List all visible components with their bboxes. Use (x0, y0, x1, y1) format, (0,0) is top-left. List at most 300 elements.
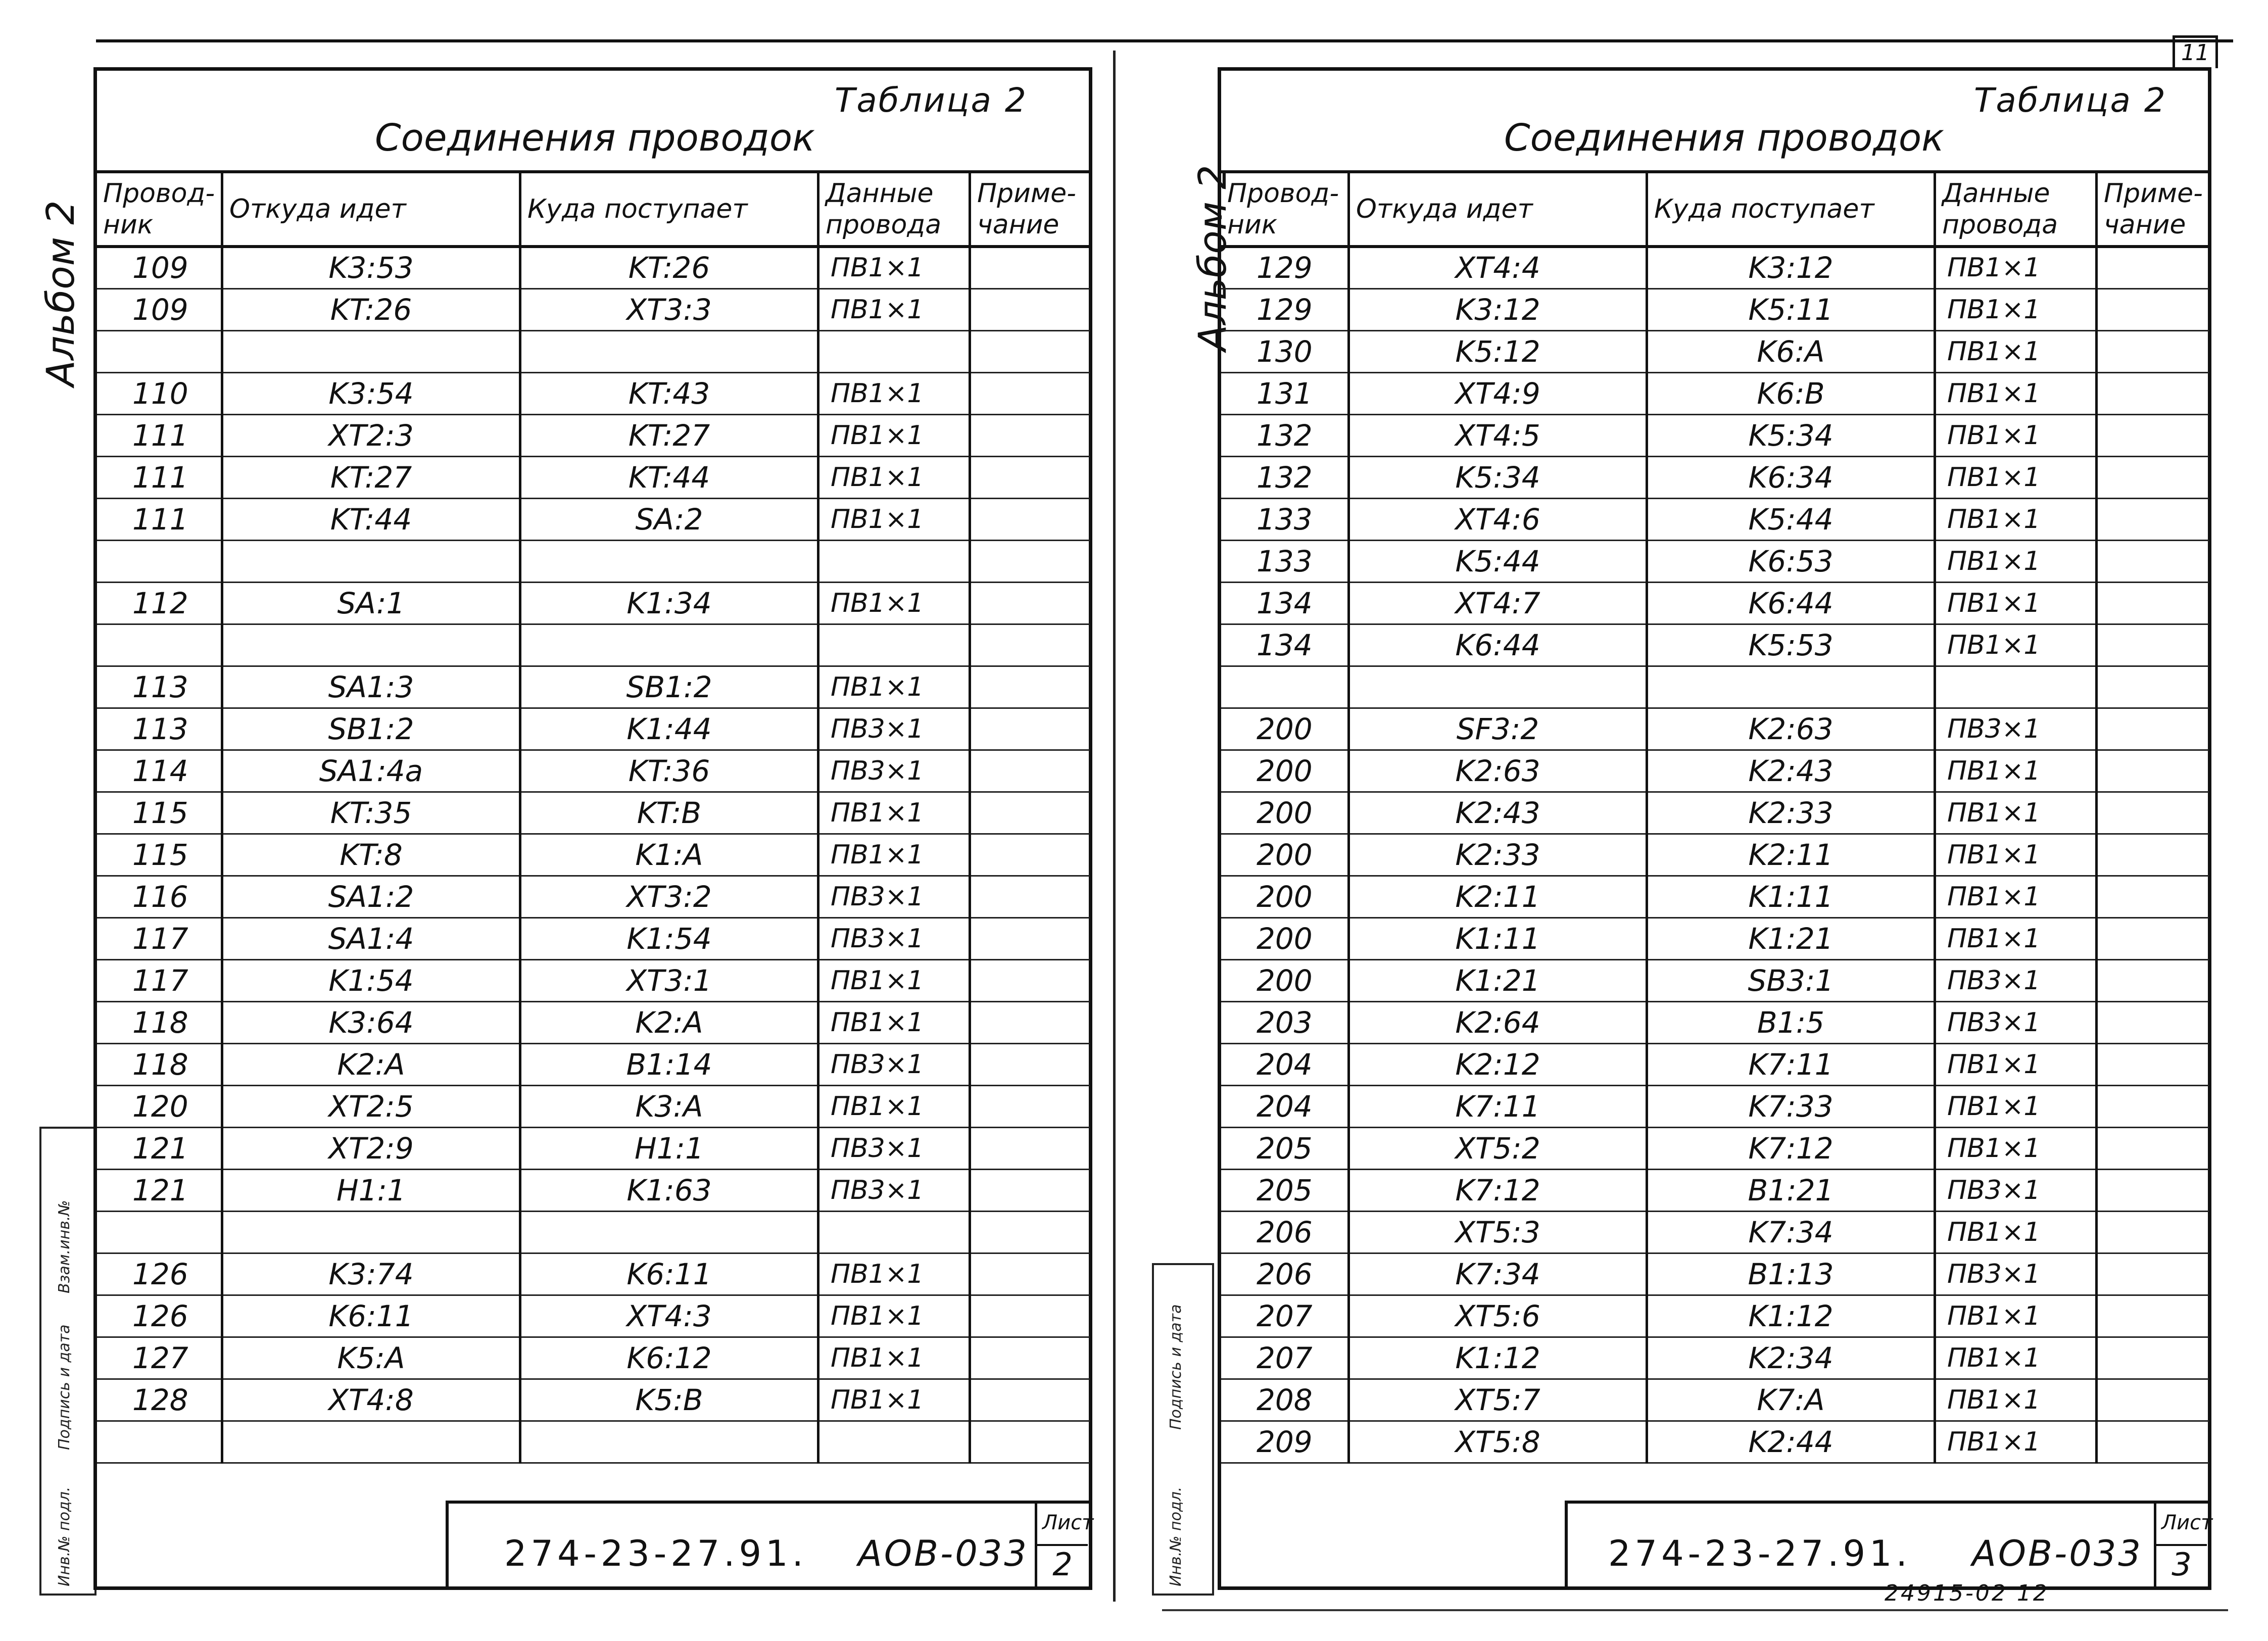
wire-cell: 128 (96, 1379, 222, 1421)
to-cell: K7:12 (1647, 1127, 1935, 1169)
wire-data-cell: ПВ1×1 (818, 247, 970, 288)
from-cell: KT:8 (222, 834, 520, 876)
to-cell: K2:63 (1647, 708, 1935, 750)
from-cell: XT5:6 (1349, 1295, 1647, 1337)
from-cell: XT2:9 (222, 1127, 520, 1169)
wire-cell: 134 (1220, 624, 1349, 666)
left-table-row (96, 1169, 1091, 1211)
wire-cell (96, 1421, 222, 1463)
from-cell: K2:12 (1349, 1043, 1647, 1085)
to-cell: K3:A (520, 1085, 818, 1127)
note-cell (970, 834, 1091, 876)
note-cell (2097, 1421, 2210, 1463)
to-cell: K6:53 (1647, 540, 1935, 582)
right-table-row (1220, 1421, 2210, 1463)
left-table-row (96, 750, 1091, 792)
left-title-block (97, 71, 1089, 173)
left-stamp-code: 274-23-27.91. (504, 1533, 807, 1574)
wire-data-cell: ПВ1×1 (818, 1085, 970, 1127)
wire-cell: 200 (1220, 708, 1349, 750)
wire-cell: 126 (96, 1295, 222, 1337)
wire-data-cell (818, 330, 970, 372)
from-cell: K1:12 (1349, 1337, 1647, 1379)
note-cell (2097, 1295, 2210, 1337)
wire-data-cell: ПВ1×1 (818, 456, 970, 498)
right-table-row (1220, 1001, 2210, 1043)
note-cell (970, 792, 1091, 834)
to-cell: B1:13 (1647, 1253, 1935, 1295)
right-table-row (1220, 247, 2210, 288)
from-cell: XT4:5 (1349, 414, 1647, 456)
col-header-from: Откуда идет (222, 173, 520, 247)
note-cell (2097, 1127, 2210, 1169)
to-cell: XT3:1 (520, 959, 818, 1001)
page-number: 11 (2173, 35, 2218, 68)
col-header-wire-data: Данные провода (1935, 173, 2097, 247)
wire-cell: 111 (96, 414, 222, 456)
left-table-row (96, 247, 1091, 288)
note-cell (970, 1421, 1091, 1463)
note-cell (2097, 582, 2210, 624)
left-side-label-inv: Инв.№ подл. (56, 1486, 73, 1586)
left-table-body (96, 247, 1091, 1463)
to-cell: KT:44 (520, 456, 818, 498)
wire-cell: 206 (1220, 1253, 1349, 1295)
right-table-row (1220, 330, 2210, 372)
from-cell: KT:35 (222, 792, 520, 834)
left-sheet-box (1035, 1504, 1094, 1589)
wire-cell: 129 (1220, 247, 1349, 288)
wire-data-cell: ПВ1×1 (1935, 1085, 2097, 1127)
right-table-body (1220, 247, 2210, 1463)
note-cell (2097, 498, 2210, 540)
left-table-row (96, 414, 1091, 456)
note-cell (970, 876, 1091, 918)
left-table-row (96, 1127, 1091, 1169)
wire-cell: 127 (96, 1337, 222, 1379)
from-cell: KT:44 (222, 498, 520, 540)
wire-data-cell: ПВ1×1 (1935, 540, 2097, 582)
left-table-row (96, 876, 1091, 918)
to-cell: K7:11 (1647, 1043, 1935, 1085)
left-wire-table (94, 173, 1092, 1464)
note-cell (970, 372, 1091, 414)
from-cell (222, 624, 520, 666)
wire-data-cell: ПВ3×1 (818, 918, 970, 959)
wire-data-cell: ПВ3×1 (818, 708, 970, 750)
left-table-name: Таблица 2 (835, 81, 1028, 120)
right-sheet (1218, 67, 2211, 1590)
wire-cell (96, 624, 222, 666)
to-cell (520, 1421, 818, 1463)
left-table-row (96, 1379, 1091, 1421)
from-cell: K3:54 (222, 372, 520, 414)
right-table-row (1220, 1169, 2210, 1211)
wire-cell: 132 (1220, 414, 1349, 456)
to-cell (520, 1211, 818, 1253)
left-stamp-doc: АОВ-033 (858, 1533, 1029, 1574)
right-title-block (1221, 71, 2208, 173)
wire-data-cell: ПВ1×1 (818, 959, 970, 1001)
right-table-row (1220, 540, 2210, 582)
from-cell: SA:1 (222, 582, 520, 624)
from-cell: K3:64 (222, 1001, 520, 1043)
note-cell (970, 624, 1091, 666)
from-cell: K5:A (222, 1337, 520, 1379)
note-cell (970, 582, 1091, 624)
wire-data-cell: ПВ3×1 (1935, 1001, 2097, 1043)
right-sheet-number: 3 (2156, 1544, 2207, 1586)
right-table-row (1220, 498, 2210, 540)
note-cell (970, 1043, 1091, 1085)
right-table-row (1220, 1253, 2210, 1295)
wire-cell: 132 (1220, 456, 1349, 498)
note-cell (970, 498, 1091, 540)
from-cell: XT4:4 (1349, 247, 1647, 288)
wire-cell: 110 (96, 372, 222, 414)
left-table-row (96, 330, 1091, 372)
to-cell: XT3:2 (520, 876, 818, 918)
note-cell (2097, 1211, 2210, 1253)
wire-cell: 209 (1220, 1421, 1349, 1463)
from-cell: K2:63 (1349, 750, 1647, 792)
wire-data-cell: ПВ1×1 (1935, 1211, 2097, 1253)
wire-cell: 130 (1220, 330, 1349, 372)
from-cell (222, 330, 520, 372)
center-fold-line (1113, 51, 1116, 1602)
from-cell: K1:54 (222, 959, 520, 1001)
from-cell: K5:34 (1349, 456, 1647, 498)
right-sheet-label: Лист (2161, 1511, 2213, 1534)
wire-cell (1220, 666, 1349, 708)
left-table-row (96, 1421, 1091, 1463)
note-cell (970, 414, 1091, 456)
right-table-row (1220, 876, 2210, 918)
wire-data-cell: ПВ1×1 (1935, 624, 2097, 666)
from-cell: XT5:3 (1349, 1211, 1647, 1253)
left-side-label-replaced: Взам.инв.№ (56, 1200, 73, 1293)
wire-data-cell: ПВ3×1 (818, 876, 970, 918)
right-table-row (1220, 1085, 2210, 1127)
to-cell: K2:34 (1647, 1337, 1935, 1379)
from-cell: XT4:8 (222, 1379, 520, 1421)
to-cell: SB1:2 (520, 666, 818, 708)
wire-data-cell: ПВ1×1 (1935, 247, 2097, 288)
from-cell: K5:44 (1349, 540, 1647, 582)
left-sheet-number: 2 (1037, 1544, 1088, 1586)
from-cell: K2:33 (1349, 834, 1647, 876)
right-table-row (1220, 918, 2210, 959)
wire-data-cell: ПВ1×1 (1935, 1043, 2097, 1085)
left-sheet-label: Лист (1042, 1511, 1094, 1534)
wire-data-cell (818, 1211, 970, 1253)
note-cell (970, 708, 1091, 750)
wire-data-cell: ПВ1×1 (818, 1001, 970, 1043)
archive-number: 24915-02 12 (1885, 1580, 2049, 1606)
note-cell (2097, 708, 2210, 750)
to-cell: KT:27 (520, 414, 818, 456)
wire-cell: 205 (1220, 1169, 1349, 1211)
wire-cell (96, 1211, 222, 1253)
to-cell: XT3:3 (520, 288, 818, 330)
from-cell: XT4:6 (1349, 498, 1647, 540)
to-cell (520, 330, 818, 372)
to-cell: K6:34 (1647, 456, 1935, 498)
to-cell: K1:54 (520, 918, 818, 959)
wire-cell: 114 (96, 750, 222, 792)
note-cell (970, 1211, 1091, 1253)
top-border-line (96, 39, 2233, 42)
from-cell: K6:44 (1349, 624, 1647, 666)
wire-cell: 200 (1220, 792, 1349, 834)
to-cell: K1:63 (520, 1169, 818, 1211)
to-cell: KT:B (520, 792, 818, 834)
right-side-label-signature: Подпись и дата (1167, 1304, 1185, 1430)
wire-cell: 207 (1220, 1295, 1349, 1337)
left-table-row (96, 708, 1091, 750)
wire-data-cell: ПВ1×1 (1935, 1379, 2097, 1421)
left-table-row (96, 288, 1091, 330)
from-cell: SB1:2 (222, 708, 520, 750)
to-cell: K6:44 (1647, 582, 1935, 624)
wire-cell: 112 (96, 582, 222, 624)
from-cell: XT5:7 (1349, 1379, 1647, 1421)
left-table-row (96, 918, 1091, 959)
wire-data-cell: ПВ1×1 (1935, 456, 2097, 498)
to-cell: K2:44 (1647, 1421, 1935, 1463)
note-cell (2097, 959, 2210, 1001)
note-cell (2097, 247, 2210, 288)
note-cell (2097, 1085, 2210, 1127)
note-cell (2097, 666, 2210, 708)
right-table-row (1220, 834, 2210, 876)
wire-data-cell: ПВ1×1 (1935, 414, 2097, 456)
wire-cell: 133 (1220, 498, 1349, 540)
wire-data-cell: ПВ1×1 (1935, 1421, 2097, 1463)
to-cell: H1:1 (520, 1127, 818, 1169)
note-cell (2097, 1253, 2210, 1295)
wire-cell: 118 (96, 1043, 222, 1085)
from-cell: XT2:5 (222, 1085, 520, 1127)
wire-cell: 200 (1220, 750, 1349, 792)
note-cell (2097, 1337, 2210, 1379)
to-cell: SB3:1 (1647, 959, 1935, 1001)
from-cell (222, 1421, 520, 1463)
right-wire-table (1219, 173, 2211, 1464)
wire-cell: 121 (96, 1127, 222, 1169)
note-cell (2097, 792, 2210, 834)
wire-cell: 118 (96, 1001, 222, 1043)
to-cell: K6:11 (520, 1253, 818, 1295)
to-cell: K5:53 (1647, 624, 1935, 666)
wire-data-cell: ПВ3×1 (1935, 1253, 2097, 1295)
to-cell: K1:A (520, 834, 818, 876)
wire-data-cell: ПВ1×1 (818, 372, 970, 414)
note-cell (2097, 1169, 2210, 1211)
note-cell (2097, 372, 2210, 414)
left-table-row (96, 959, 1091, 1001)
wire-data-cell: ПВ1×1 (818, 498, 970, 540)
to-cell: KT:36 (520, 750, 818, 792)
wire-data-cell (818, 624, 970, 666)
right-table-row (1220, 456, 2210, 498)
wire-data-cell: ПВ1×1 (818, 1295, 970, 1337)
from-cell (222, 1211, 520, 1253)
to-cell: K5:B (520, 1379, 818, 1421)
wire-cell: 208 (1220, 1379, 1349, 1421)
note-cell (2097, 834, 2210, 876)
left-table-row (96, 834, 1091, 876)
left-table-row (96, 498, 1091, 540)
to-cell: K6:A (1647, 330, 1935, 372)
left-table-row (96, 456, 1091, 498)
note-cell (2097, 750, 2210, 792)
note-cell (2097, 540, 2210, 582)
from-cell: SA1:4a (222, 750, 520, 792)
left-table-row (96, 1253, 1091, 1295)
from-cell: K5:12 (1349, 330, 1647, 372)
note-cell (970, 456, 1091, 498)
wire-cell: 205 (1220, 1127, 1349, 1169)
wire-cell: 206 (1220, 1211, 1349, 1253)
note-cell (2097, 1379, 2210, 1421)
wire-data-cell: ПВ1×1 (818, 582, 970, 624)
from-cell: SF3:2 (1349, 708, 1647, 750)
right-table-name: Таблица 2 (1974, 81, 2167, 120)
to-cell: K7:A (1647, 1379, 1935, 1421)
col-header-note: Приме-чание (970, 173, 1091, 247)
note-cell (970, 247, 1091, 288)
wire-cell: 113 (96, 708, 222, 750)
from-cell: SA1:4 (222, 918, 520, 959)
from-cell: K1:11 (1349, 918, 1647, 959)
from-cell: XT4:9 (1349, 372, 1647, 414)
from-cell: XT5:8 (1349, 1421, 1647, 1463)
to-cell: K1:11 (1647, 876, 1935, 918)
note-cell (970, 1169, 1091, 1211)
left-table-row (96, 624, 1091, 666)
wire-data-cell: ПВ1×1 (818, 288, 970, 330)
right-table-row (1220, 582, 2210, 624)
from-cell: K6:11 (222, 1295, 520, 1337)
from-cell: K1:21 (1349, 959, 1647, 1001)
left-album-label: Альбом 2 (38, 200, 83, 387)
note-cell (970, 1253, 1091, 1295)
from-cell: K2:64 (1349, 1001, 1647, 1043)
to-cell: K6:12 (520, 1337, 818, 1379)
right-stamp-doc: АОВ-033 (1972, 1533, 2143, 1574)
right-album-label: Альбом 2 (1190, 165, 1235, 351)
wire-cell: 203 (1220, 1001, 1349, 1043)
wire-data-cell: ПВ1×1 (1935, 288, 2097, 330)
note-cell (2097, 624, 2210, 666)
wire-cell: 200 (1220, 959, 1349, 1001)
wire-cell: 111 (96, 456, 222, 498)
left-table-row (96, 792, 1091, 834)
note-cell (970, 959, 1091, 1001)
left-side-label-signature: Подпись и дата (56, 1324, 73, 1450)
right-table-row (1220, 708, 2210, 750)
note-cell (2097, 876, 2210, 918)
bottom-border-line (1162, 1609, 2228, 1611)
wire-cell: 200 (1220, 834, 1349, 876)
from-cell: KT:26 (222, 288, 520, 330)
wire-cell: 204 (1220, 1043, 1349, 1085)
wire-data-cell: ПВ3×1 (818, 1043, 970, 1085)
wire-data-cell: ПВ1×1 (1935, 498, 2097, 540)
right-table-row (1220, 1211, 2210, 1253)
to-cell (520, 540, 818, 582)
wire-data-cell: ПВ3×1 (818, 1127, 970, 1169)
wire-data-cell: ПВ1×1 (818, 666, 970, 708)
wire-data-cell: ПВ1×1 (1935, 834, 2097, 876)
col-header-from: Откуда идет (1349, 173, 1647, 247)
to-cell: K6:B (1647, 372, 1935, 414)
right-table-row (1220, 1043, 2210, 1085)
wire-data-cell: ПВ3×1 (1935, 708, 2097, 750)
to-cell: B1:14 (520, 1043, 818, 1085)
note-cell (2097, 414, 2210, 456)
right-table-row (1220, 414, 2210, 456)
left-title-stamp (446, 1501, 1092, 1589)
wire-cell: 109 (96, 288, 222, 330)
right-table-row (1220, 792, 2210, 834)
to-cell: K5:44 (1647, 498, 1935, 540)
wire-data-cell: ПВ1×1 (1935, 1295, 2097, 1337)
left-table-row (96, 666, 1091, 708)
from-cell: SA1:2 (222, 876, 520, 918)
right-table-row (1220, 288, 2210, 330)
from-cell: K3:74 (222, 1253, 520, 1295)
wire-data-cell (818, 1421, 970, 1463)
wire-cell: 200 (1220, 876, 1349, 918)
wire-cell: 116 (96, 876, 222, 918)
wire-cell: 117 (96, 918, 222, 959)
left-header-row (96, 173, 1091, 247)
right-table-row (1220, 1295, 2210, 1337)
from-cell: K2:11 (1349, 876, 1647, 918)
col-header-to: Куда поступает (1647, 173, 1935, 247)
note-cell (2097, 330, 2210, 372)
wire-data-cell: ПВ1×1 (1935, 750, 2097, 792)
from-cell: K7:34 (1349, 1253, 1647, 1295)
note-cell (970, 1295, 1091, 1337)
note-cell (970, 540, 1091, 582)
note-cell (970, 666, 1091, 708)
left-table-row (96, 1043, 1091, 1085)
wire-cell: 117 (96, 959, 222, 1001)
to-cell: B1:5 (1647, 1001, 1935, 1043)
wire-cell: 121 (96, 1169, 222, 1211)
from-cell: K2:43 (1349, 792, 1647, 834)
right-table-row (1220, 1379, 2210, 1421)
wire-cell: 111 (96, 498, 222, 540)
wire-cell: 134 (1220, 582, 1349, 624)
note-cell (970, 918, 1091, 959)
from-cell (222, 540, 520, 582)
right-side-label-inv: Инв.№ подл. (1167, 1486, 1185, 1586)
wire-data-cell: ПВ1×1 (818, 414, 970, 456)
wire-data-cell: ПВ3×1 (818, 1169, 970, 1211)
wire-cell: 131 (1220, 372, 1349, 414)
wire-data-cell: ПВ1×1 (1935, 1337, 2097, 1379)
to-cell: K7:33 (1647, 1085, 1935, 1127)
wire-data-cell: ПВ1×1 (1935, 918, 2097, 959)
right-title-stamp (1565, 1501, 2211, 1589)
right-stamp-code: 274-23-27.91. (1608, 1533, 1911, 1574)
wire-cell: 133 (1220, 540, 1349, 582)
from-cell: K3:53 (222, 247, 520, 288)
